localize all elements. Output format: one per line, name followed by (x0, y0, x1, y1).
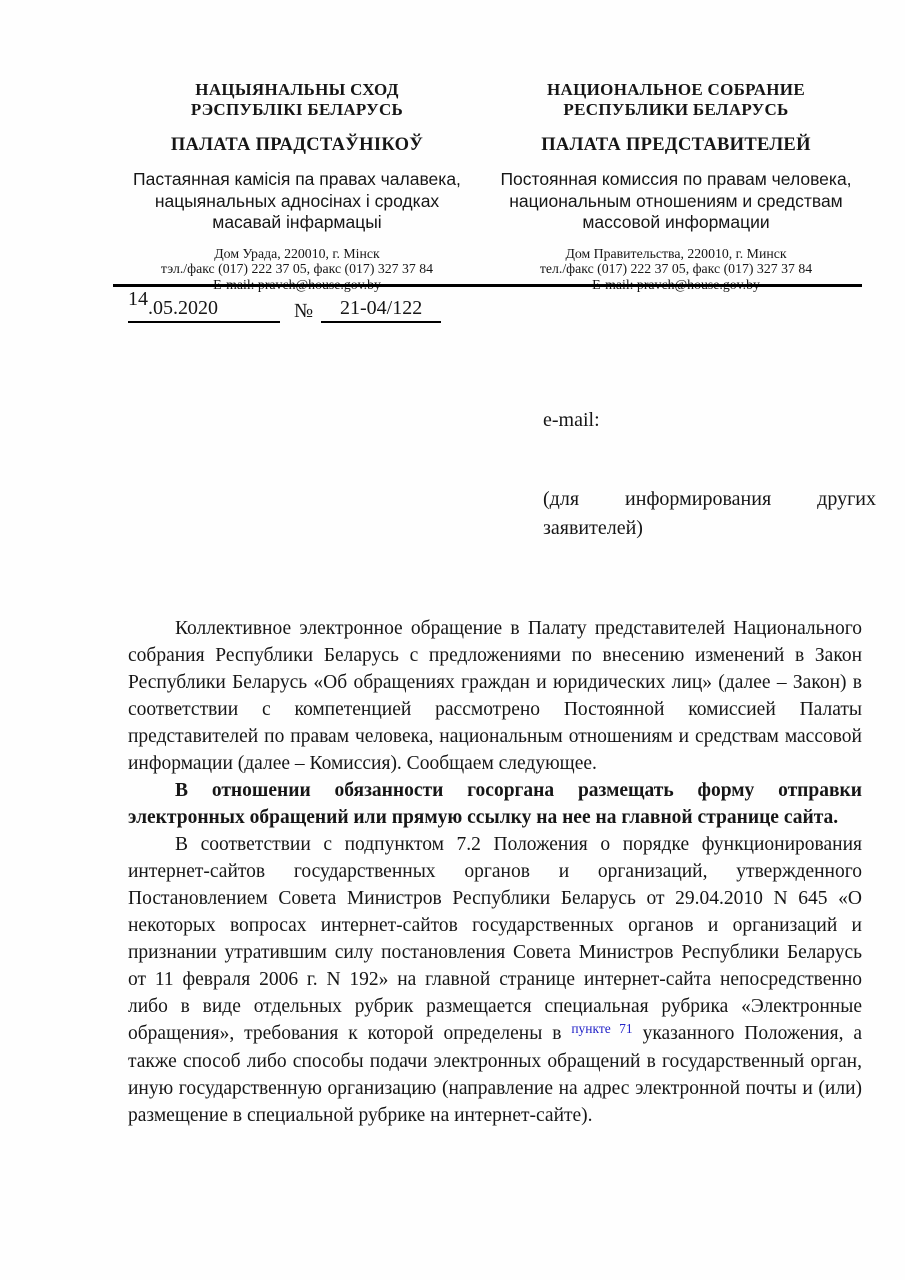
outgoing-date-field (128, 288, 280, 323)
org-name-line2-ru: РЕСПУБЛИКИ БЕЛАРУСЬ (563, 100, 789, 119)
address-line-by: Дом Урада, 220010, г. Мінск (214, 245, 380, 261)
addressee-block (543, 408, 876, 542)
chamber-name-ru: ПАЛАТА ПРЕДСТАВИТЕЛЕЙ (541, 135, 811, 155)
outgoing-date-rest: .05.2020 (148, 297, 218, 319)
letterhead (113, 80, 863, 293)
chamber-name-by: ПАЛАТА ПРАДСТАЎНІКОЎ (170, 135, 424, 155)
addressee-note: (для информирования других заявителей) (543, 488, 876, 539)
phones-line-ru: тел./факс (017) 222 37 05, факс (017) 327 37 84 (539, 261, 813, 277)
reference-line (128, 288, 441, 323)
email-line-ru: E-mail: pravch@house.gov.by (592, 277, 760, 293)
paragraph-3-text-before-link: В соответствии с подпунктом 7.2 Положения о порядке функционирования интернет-сайтов государственных органов и организаций, утвержденного Постановлением Совета Министров Республики Беларусь от 29.04.2010 N 645 «О некоторых вопросах интернет-сайтов государственных органов и организаций и признании утратившим силу постановления Совета Министров Республики Беларусь от 11 февраля 2006 г. N 192» на главной странице интернет-сайта непосредственно либо в виде отдельных рубрик размещается специальная рубрика «Электронные обращения», требования к которой определены в (128, 834, 862, 1044)
outgoing-date-day: 14 (128, 288, 148, 310)
commission-name-ru: Постоянная комиссия по правам человека, национальным отношениям и средствам массовой информации (500, 169, 852, 232)
org-name-line2-by: РЭСПУБЛІКІ БЕЛАРУСЬ (190, 100, 404, 119)
org-name-line1-by: НАЦЫЯНАЛЬНЫ СХОД (195, 80, 399, 99)
outgoing-number-field: 21-04/122 (321, 297, 441, 323)
paragraph-3-text-after-link: указанного Положения, а также способ либо способы подачи электронных обращений в государственный орган, иную государственную организацию (направление на адрес электронной почты и (или) размещение в специальной рубрике на интернет-сайте). (128, 1023, 863, 1126)
email-line-by: E-mail: pravch@house.gov.by (213, 277, 381, 293)
letter-body (128, 615, 862, 1129)
address-line-ru: Дом Правительства, 220010, г. Минск (565, 245, 787, 261)
body-paragraph-1: Коллективное электронное обращение в Палату представителей Национального собрания Республики Беларусь с предложениями по внесению изменений в Закон Республики Беларусь «Об обращениях граждан и юридических лиц» (далее – Закон) в соответствии с компетенцией рассмотрено Постоянной комиссией Палаты представителей по правам человека, национальным отношениям и средствам массовой информации (далее – Комиссия). Сообщаем следующее. (128, 618, 862, 774)
org-name-line1-ru: НАЦИОНАЛЬНОЕ СОБРАНИЕ (547, 80, 805, 99)
number-sign: № (294, 300, 314, 322)
commission-name-by: Пастаянная камісія па правах чалавека, нацыянальных адносінах і сродках масавай інфармацыі (133, 169, 461, 232)
letterhead-belarusian-column (113, 80, 481, 293)
body-paragraph-2-bold: В отношении обязанности госоргана размещать форму отправки электронных обращений или прямую ссылку на нее на главной странице сайта. (128, 780, 862, 828)
letterhead-russian-column (489, 80, 863, 293)
letterhead-separator-rule (113, 284, 862, 287)
addressee-email-label: e-mail: (543, 409, 600, 431)
point-71-link[interactable]: пункте 71 (571, 1020, 633, 1036)
phones-line-by: тэл./факс (017) 222 37 05, факс (017) 327 37 84 (160, 261, 434, 277)
body-paragraph-3 (128, 831, 862, 1129)
